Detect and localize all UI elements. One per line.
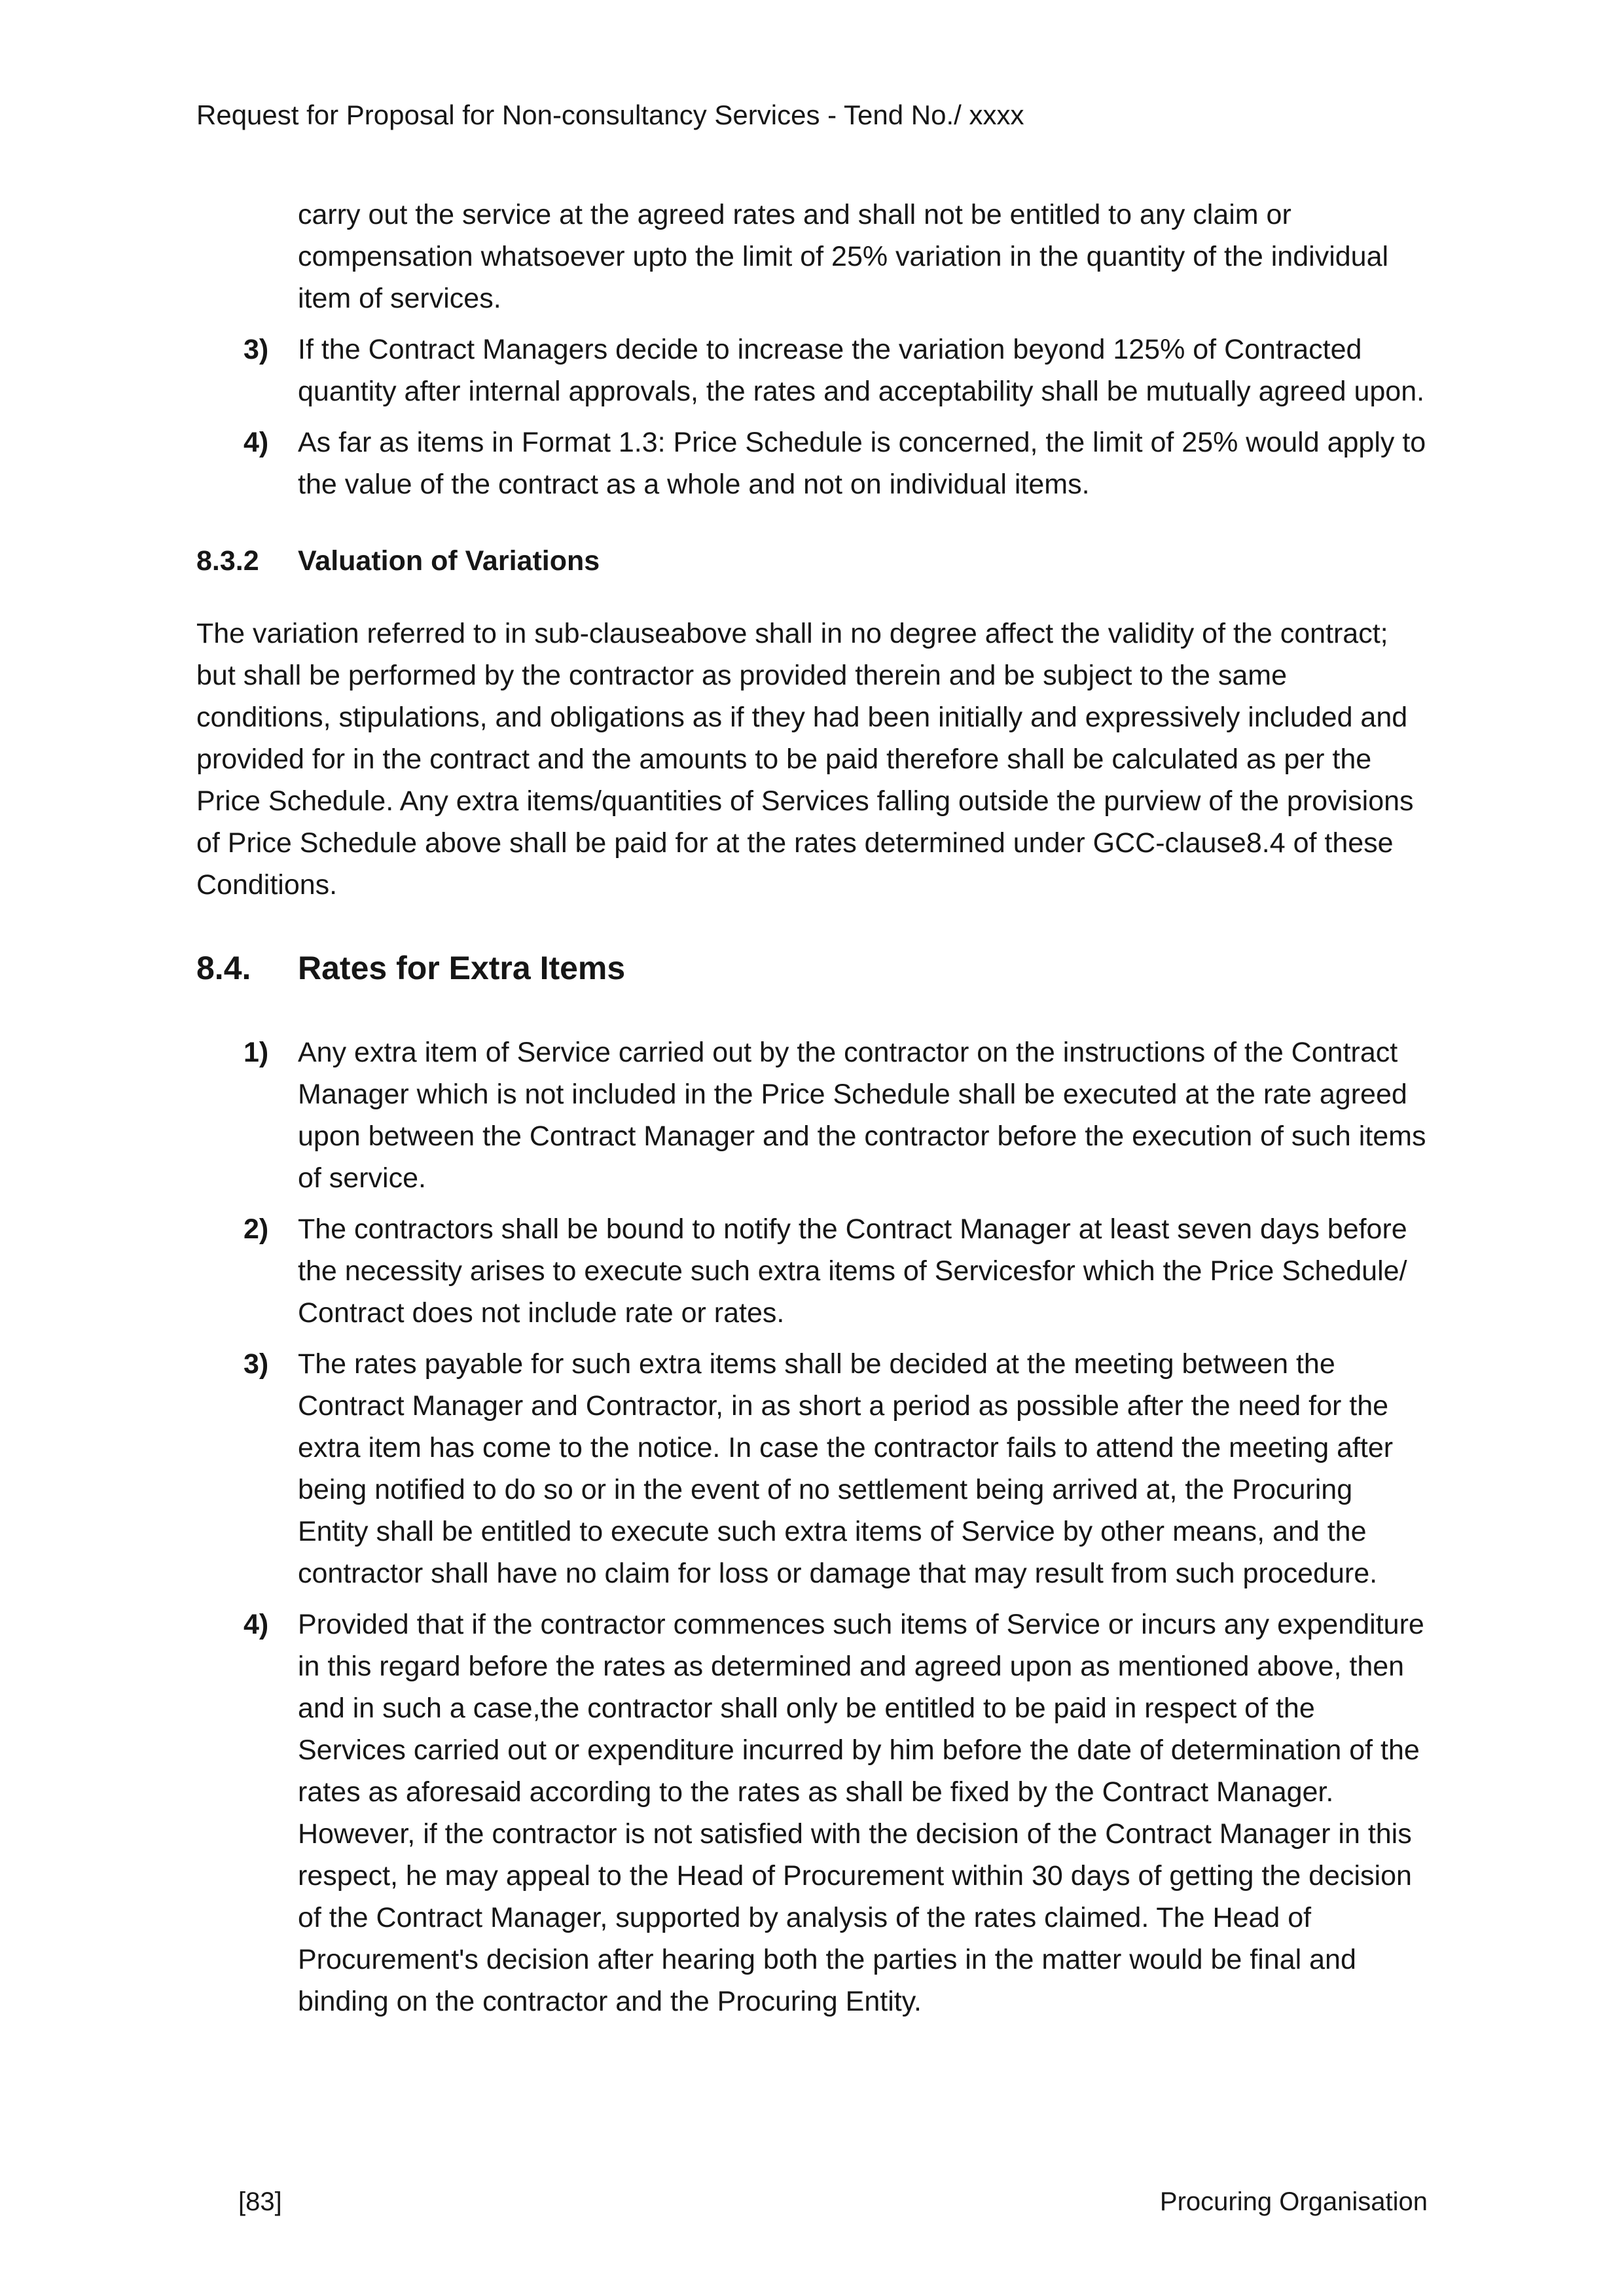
list-item-number: 3) xyxy=(244,334,269,365)
section-title: Valuation of Variations xyxy=(298,545,600,577)
list-item-number: 1) xyxy=(244,1037,269,1068)
list-item-number: 3) xyxy=(244,1348,269,1380)
section-number: 8.4. xyxy=(196,950,251,986)
list-item-4 xyxy=(196,422,1428,505)
list-item-number: 4) xyxy=(244,1609,269,1640)
list-item-3 xyxy=(196,1343,1428,1594)
list-item-text: Any extra item of Service carried out by the contractor on the instructions of the Contract Manager which is not included in the Price Schedule shall be executed at the rate agreed upon between the Contract Manager and the contractor before the execution of such items of service. xyxy=(298,1037,1426,1194)
header-title: Request for Proposal for Non-consultancy Services - Tend No./ xxxx xyxy=(196,99,1024,130)
list-item-text: As far as items in Format 1.3: Price Schedule is concerned, the limit of 25% would apply to the value of the contract as a whole and not on individual items. xyxy=(298,427,1426,500)
footer-organisation: Procuring Organisation xyxy=(1159,2187,1428,2216)
section-title: Rates for Extra Items xyxy=(298,950,626,986)
list-item-text: If the Contract Managers decide to increase the variation beyond 125% of Contracted quantity after internal approvals, the rates and acceptability shall be mutually agreed upon. xyxy=(298,334,1425,407)
page-footer xyxy=(196,2185,1428,2219)
list-item-number: 4) xyxy=(244,427,269,458)
section-heading-8-4 xyxy=(196,948,1428,988)
section-number: 8.3.2 xyxy=(196,545,259,577)
list-item-2 xyxy=(196,1208,1428,1334)
list-item-text: Provided that if the contractor commences such items of Service or incurs any expenditure in this regard before the rates as determined and agreed upon as mentioned above, then and in such a case,the contractor shall only be entitled to be paid in respect of the Services carried out or expenditure incurred by him before the date of determination of the rates as aforesaid according to the rates as shall be fixed by the Contract Manager. However, if the contractor is not satisfied with the decision of the Contract Manager in this respect, he may appeal to the Head of Procurement within 30 days of getting the decision of the Contract Manager, supported by analysis of the rates claimed. The Head of Procurement's decision after hearing both the parties in the matter would be final and binding on the contractor and the Procuring Entity. xyxy=(298,1609,1424,2017)
valuation-paragraph: The variation referred to in sub-clauseabove shall in no degree affect the validity of the contract; but shall be performed by the contractor as provided therein and be subject to the same conditions, stipulations, and obligations as if they had been initially and expressively included and provided for in the contract and the amounts to be paid therefore shall be calculated as per the Price Schedule. Any extra items/quantities of Services falling outside the purview of the provisions of Price Schedule above shall be paid for at the rates determined under GCC-clause8.4 of these Conditions. xyxy=(196,618,1414,901)
list-item-text: The contractors shall be bound to notify the Contract Manager at least seven days before the necessity arises to execute such extra items of Servicesfor which the Price Schedule/ Contract does not include rate or rates. xyxy=(298,1213,1407,1329)
list-item-1 xyxy=(196,1031,1428,1199)
section-heading-8-3-2 xyxy=(196,542,1428,580)
list-item-4 xyxy=(196,1604,1428,2022)
variation-limits-list xyxy=(196,194,1428,505)
page-number: [83] xyxy=(238,2187,282,2216)
rates-extra-items-list xyxy=(196,1031,1428,2022)
list-item-text: The rates payable for such extra items shall be decided at the meeting between the Contract Manager and Contractor, in as short a period as possible after the need for the extra item has come to the notice. In case the contractor fails to attend the meeting after being notified to do so or in the event of no settlement being arrived at, the Procuring Entity shall be entitled to execute such extra items of Service by other means, and the contractor shall have no claim for loss or damage that may result from such procedure. xyxy=(298,1348,1394,1589)
list-item-continuation xyxy=(196,194,1428,319)
list-item-3 xyxy=(196,329,1428,412)
list-item-number: 2) xyxy=(244,1213,269,1245)
page-header xyxy=(196,97,1428,134)
list-item-text: carry out the service at the agreed rates and shall not be entitled to any claim or compensation whatsoever upto the limit of 25% variation in the quantity of the individual item of services. xyxy=(298,199,1389,314)
